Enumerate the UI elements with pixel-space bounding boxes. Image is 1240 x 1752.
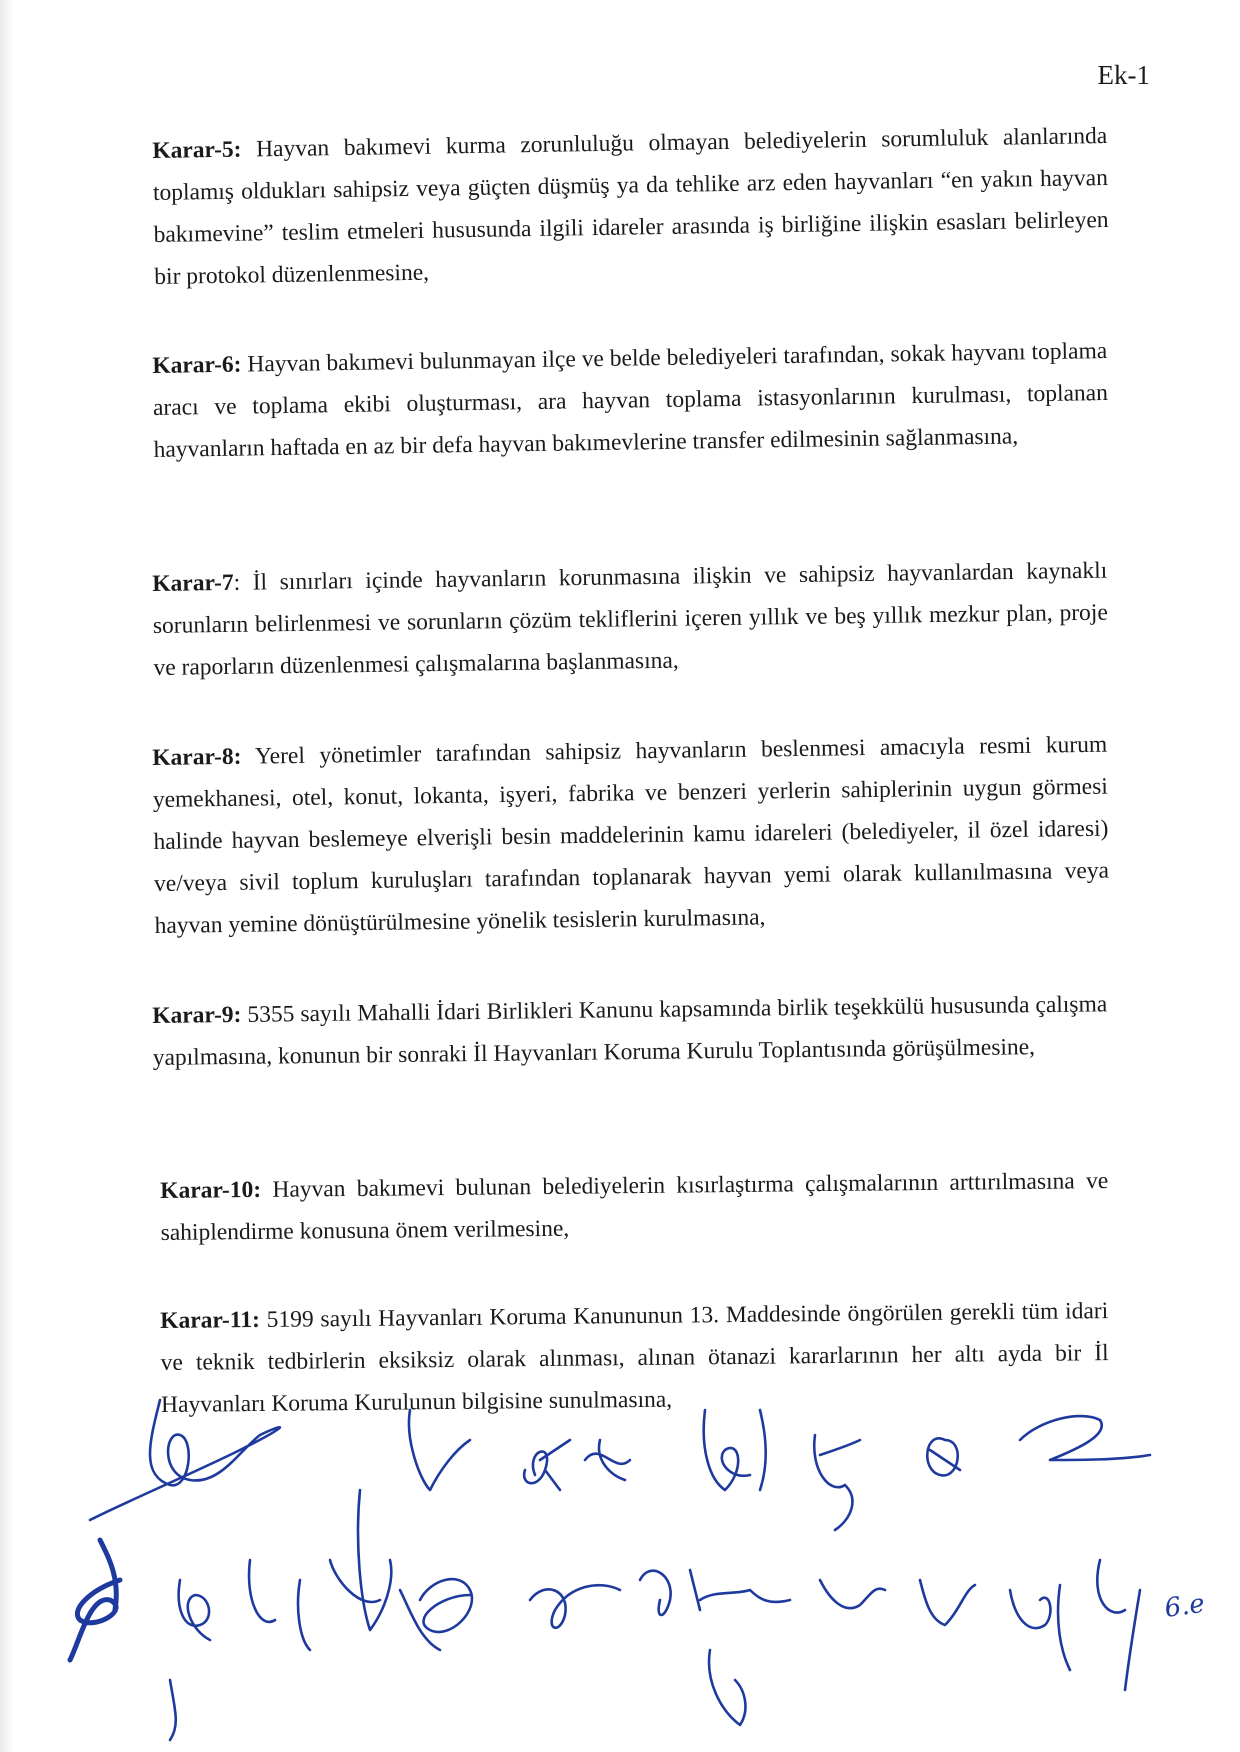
signature-16: [700, 1590, 790, 1602]
signature-8: [1020, 1416, 1150, 1460]
decision-text: 5199 sayılı Hayvanları Koruma Kanununun 13. Maddesinde öngörülen gerekli tüm idari ve teknik tedbirlerin eksiksiz olarak alınması, alınan ötanazi kararlarının her altı ayda bir İl Hayvanları Koruma Kurulunun bilgisine sunulmasına,: [160, 1298, 1109, 1418]
decision-label: Karar-11:: [160, 1306, 260, 1334]
signature-17: [820, 1580, 885, 1608]
decision-label: Karar-10:: [160, 1176, 262, 1204]
decision-paragraph: [152, 115, 1110, 298]
signature-4: [585, 1440, 630, 1480]
signature-1: [90, 1400, 280, 1520]
signature-13: [420, 1579, 472, 1632]
decision-paragraph: [152, 330, 1109, 471]
signature-9: [70, 1540, 120, 1660]
signature-18: [920, 1580, 975, 1625]
signature-3: [524, 1440, 570, 1490]
decision-label: Karar-5:: [152, 136, 242, 164]
signature-20: [1097, 1560, 1140, 1690]
decision-label: Karar-9:: [152, 1001, 242, 1029]
decision-text: Hayvan bakımevi bulunan belediyelerin kısırlaştırma çalışmalarının arttırılmasına ve sahiplendirme konusuna önem verilmesine,: [160, 1168, 1109, 1246]
decision-paragraph: [152, 550, 1109, 689]
decision-text: 5355 sayılı Mahalli İdari Birlikleri Kanunu kapsamında birlik teşekkülü hususunda çalışma yapılmasına, konunun bir sonraki İl Hayvanları Koruma Kurulu Toplantısında görüşülmesine,: [152, 991, 1108, 1071]
signature-12: [358, 1490, 440, 1650]
decision-label: Karar-8:: [152, 743, 242, 771]
signature-10: [170, 1580, 210, 1740]
decision-label: Karar-6:: [152, 351, 242, 379]
signature-15: [640, 1570, 700, 1615]
signature-2: [409, 1410, 470, 1490]
signature-21: [709, 1650, 745, 1725]
decision-text: Hayvan bakımevi bulunmayan ilçe ve belde belediyeleri tarafından, sokak hayvanı toplama aracı ve toplama ekibi oluşturması, ara hayvan toplama istasyonlarının kurulması, toplanan hayvanların haftada en az bir defa hayvan bakımevlerine transfer edilmesinin sağlanmasına,: [152, 337, 1109, 463]
decision-paragraph: [160, 1160, 1109, 1254]
signature-5: [704, 1410, 766, 1490]
signature-6: [814, 1435, 860, 1530]
signature-14: [530, 1585, 620, 1628]
decision-text: : İl sınırları içinde hayvanların korunmasına ilişkin ve sahipsiz hayvanlardan kaynaklı sorunların belirlenmesi ve sorunların çözüm tekliflerini içeren yıllık ve beş yıllık mezkur plan, proje ve raporların düzenlenmesi çalışmalarına başlanmasına,: [152, 557, 1108, 681]
signature-7: [927, 1438, 960, 1475]
decision-label: Karar-7: [152, 569, 234, 597]
decision-text: Yerel yönetimler tarafından sahipsiz hayvanların beslenmesi amacıyla resmi kurum yemekhanesi, otel, konut, lokanta, işyeri, fabrika ve benzeri yerlerin sahiplerinin uygun görmesi halinde hayvan beslemeye elverişli besin maddelerinin kamu idareleri (belediyeler, il özel idaresi) ve/veya sivil toplum kuruluşları tarafından toplanarak hayvan yemi olarak kullanılmasına veya hayvan yemine dönüştürülmesine yönelik tesislerin kurulmasına,: [152, 731, 1110, 939]
decision-paragraph: [152, 724, 1110, 947]
signature-19: [1010, 1585, 1070, 1670]
handwritten-mark: 6.e: [1162, 1588, 1207, 1624]
annex-reference: Ek-1: [1097, 60, 1150, 90]
decision-text: Hayvan bakımevi kurma zorunluluğu olmayan belediyelerin sorumluluk alanlarında toplamış oldukları sahipsiz veya güçten düşmüş ya da tehlike arz eden hayvanları “en yakın hayvan bakımevine” teslim etmeleri hususunda ilgili idareler arasında iş birliğine ilişkin esasları belirleyen bir protokol düzenlenmesine,: [152, 122, 1109, 290]
decision-paragraph: [152, 983, 1108, 1079]
signature-block: [0, 1380, 1240, 1752]
